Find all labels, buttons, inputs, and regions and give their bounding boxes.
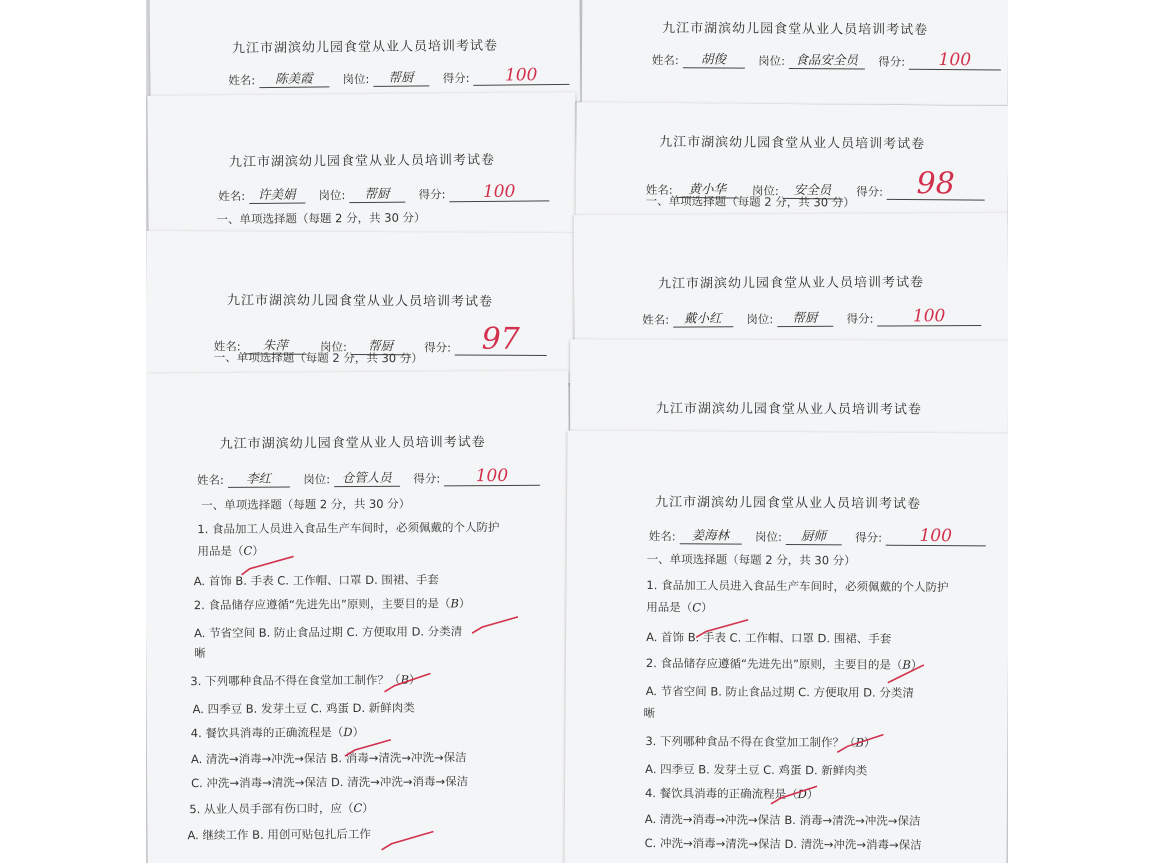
score-value: 97: [455, 324, 547, 355]
sheet-header-row: [218, 182, 549, 204]
check-mark-icon: [769, 784, 805, 798]
question-text: 2. 食品储存应遵循“先进先出”原则，主要目的是（: [193, 596, 451, 613]
exam-sheet-7: [146, 371, 572, 863]
score-value: 100: [886, 527, 986, 547]
name-value: 戴小红: [673, 308, 733, 327]
name-value: 许美娟: [249, 185, 305, 204]
check-mark-icon: [886, 663, 922, 677]
post-label: 岗位:: [746, 312, 774, 327]
question-text: 3. 下列哪种食品不得在食堂加工制作？（: [190, 672, 401, 689]
answer: C: [243, 543, 253, 558]
section-heading: 一、单项选择题（每题 2 分，共 30 分）: [646, 552, 856, 568]
score-value: 100: [449, 182, 549, 202]
options-1: A. 首饰 B. 手表 C. 工作帽、口罩 D. 围裙、手套: [646, 630, 892, 646]
sheet-title: 九江市湖滨幼儿园食堂从业人员培训考试卷: [231, 38, 499, 57]
check-mark-icon: [343, 738, 379, 752]
post-value: 食品安全员: [789, 50, 865, 70]
options-3: A. 四季豆 B. 发芽土豆 C. 鸡蛋 D. 新鲜肉类: [192, 700, 415, 717]
exam-papers-photo: [146, 0, 1008, 863]
name-label: 姓名:: [651, 53, 679, 68]
name-label: 姓名:: [213, 339, 241, 354]
section-heading: 一、单项选择题（每题 2 分，共 30 分）: [201, 496, 411, 513]
sheet-header-row: [642, 307, 981, 328]
section-heading: 一、单项选择题（每题 2 分，共 30 分）: [213, 350, 423, 366]
options-2: A. 节省空间 B. 防止食品过期 C. 方便取用 D. 分类清: [194, 624, 463, 641]
exam-sheet-9: [564, 430, 1008, 863]
sheet-title: 九江市湖滨幼儿园食堂从业人员培训考试卷: [655, 401, 922, 418]
answer: B: [450, 596, 459, 611]
score-value: 100: [877, 307, 981, 327]
question-text: 3. 下列哪种食品不得在食堂加工制作？（: [645, 734, 856, 750]
question-2: [194, 595, 471, 613]
name-value: 姜海林: [679, 525, 741, 544]
name-value: 李红: [227, 468, 289, 487]
exam-sheet-1: [149, 0, 580, 106]
options-4b: C. 冲洗→消毒→清洗→保洁 D. 清洗→冲洗→消毒→保洁: [644, 836, 922, 852]
score-label: 得分:: [442, 70, 470, 86]
question-text: 用品是（: [646, 600, 693, 615]
name-label: 姓名:: [648, 529, 676, 544]
answer-close: ）: [458, 596, 471, 611]
score-label: 得分:: [856, 184, 884, 199]
exam-sheet-4: [575, 102, 1008, 224]
options-4a: A. 清洗→消毒→冲洗→保洁 B. 消毒→清洗→冲洗→保洁: [644, 812, 921, 828]
answer: B: [855, 735, 865, 750]
check-mark-icon: [379, 830, 415, 844]
answer-close: ）: [362, 800, 374, 815]
name-label: 姓名:: [218, 189, 246, 204]
exam-sheet-6: [574, 213, 1008, 345]
sheet-header-row: [197, 467, 540, 488]
options-4b: C. 冲洗→消毒→清洗→保洁 D. 清洗→冲洗→消毒→保洁: [191, 774, 469, 791]
check-mark-icon: [240, 555, 276, 569]
exam-sheet-2: [582, 0, 1008, 105]
sheet-title: 九江市湖滨幼儿园食堂从业人员培训考试卷: [659, 134, 926, 153]
options-1: A. 首饰 B. 手表 C. 工作帽、口罩 D. 围裙、手套: [193, 572, 439, 589]
sheet-header-row: [652, 49, 1001, 70]
name-label: 姓名:: [196, 472, 224, 488]
name-value: 朱萍: [244, 335, 306, 354]
answer: C: [692, 600, 702, 615]
question-text: 用品是（: [197, 543, 244, 559]
name-value: 黄小华: [676, 179, 738, 199]
options-2-cont: 晰: [194, 646, 206, 661]
answer: D: [797, 787, 807, 802]
score-value: 100: [444, 467, 540, 487]
question-1: 1. 食品加工人员进入食品生产车间时，必须佩戴的个人防护: [197, 520, 500, 537]
answer-close: ）: [252, 543, 264, 558]
post-value: 帮厨: [350, 336, 410, 355]
score-value: 100: [909, 51, 1001, 71]
post-label: 岗位:: [758, 53, 786, 68]
answer-close: ）: [863, 735, 876, 750]
answer: B: [902, 657, 911, 672]
name-value: 陈美霞: [259, 68, 329, 88]
post-value: 仓管人员: [334, 468, 400, 487]
question-text: 4. 餐饮具消毒的正确流程是（: [190, 725, 344, 741]
sheet-title: 九江市湖滨幼儿园食堂从业人员培训考试卷: [226, 293, 494, 310]
post-label: 岗位:: [751, 183, 779, 198]
name-label: 姓名:: [228, 73, 256, 88]
check-mark-icon: [835, 732, 871, 746]
question-1-cont: [646, 599, 712, 615]
answer-close: ）: [352, 724, 365, 740]
answer: D: [343, 725, 353, 740]
answer-close: ）: [910, 657, 923, 672]
score-value: 100: [473, 66, 569, 86]
score-label: 得分:: [418, 187, 446, 202]
answer: C: [353, 800, 363, 816]
question-5: [189, 800, 374, 817]
post-label: 岗位:: [319, 339, 347, 354]
question-text: 2. 食品储存应遵循“先进先出”原则，主要目的是（: [645, 656, 903, 672]
score-value: 98: [887, 169, 985, 201]
options-2-cont: 晰: [643, 706, 656, 721]
score-label: 得分:: [855, 530, 883, 545]
answer: B: [400, 672, 410, 687]
score-label: 得分:: [424, 340, 452, 355]
post-label: 岗位:: [754, 529, 782, 544]
options-4a: A. 清洗→消毒→冲洗→保洁 B. 消毒→清洗→冲洗→保洁: [190, 750, 467, 767]
options-5: A. 继续工作 B. 用创可贴包扎后工作: [187, 826, 371, 843]
question-4: [191, 724, 364, 741]
post-label: 岗位:: [318, 188, 346, 203]
post-value: 厨师: [785, 526, 841, 545]
question-text: 4. 餐饮具消毒的正确流程是（: [644, 786, 798, 802]
exam-sheet-5: [146, 231, 574, 383]
section-heading: 一、单项选择题（每题 2 分，共 30 分）: [645, 193, 855, 210]
question-text: 5. 从业人员手部有伤口时，应（: [189, 801, 354, 817]
check-mark-icon: [470, 615, 506, 629]
check-mark-icon: [382, 672, 418, 686]
sheet-title: 九江市湖滨幼儿园食堂从业人员培训考试卷: [662, 21, 929, 38]
check-mark-icon: [694, 617, 730, 631]
answer-close: ）: [701, 600, 713, 615]
sheet-header-row: [649, 525, 986, 546]
post-value: 帮厨: [373, 67, 429, 87]
sheet-title: 九江市湖滨幼儿园食堂从业人员培训考试卷: [654, 495, 922, 512]
section-heading: 一、单项选择题（每题 2 分，共 30 分）: [216, 210, 426, 227]
sheet-title: 九江市湖滨幼儿园食堂从业人员培训考试卷: [228, 152, 496, 171]
name-value: 胡俊: [682, 49, 744, 68]
post-value: 帮厨: [777, 308, 833, 327]
answer-close: ）: [408, 672, 421, 687]
name-label: 姓名:: [645, 182, 673, 197]
sheet-title: 九江市湖滨幼儿园食堂从业人员培训考试卷: [219, 435, 486, 452]
question-1: 1. 食品加工人员进入食品生产车间时，必须佩戴的个人防护: [646, 578, 949, 595]
answer-close: ）: [806, 787, 819, 802]
score-label: 得分:: [413, 471, 441, 486]
options-3: A. 四季豆 B. 发芽土豆 C. 鸡蛋 D. 新鲜肉类: [645, 762, 868, 778]
sheet-title: 九江市湖滨幼儿园食堂从业人员培训考试卷: [657, 275, 925, 292]
question-2: [646, 655, 923, 673]
exam-sheet-3: [147, 92, 576, 242]
name-label: 姓名:: [642, 312, 670, 327]
sheet-header-row: [228, 66, 569, 89]
options-2: A. 节省空间 B. 防止食品过期 C. 方便取用 D. 分类清: [645, 684, 914, 700]
score-label: 得分:: [878, 54, 906, 69]
post-value: 帮厨: [349, 184, 405, 203]
post-value: 安全员: [782, 180, 842, 200]
score-label: 得分:: [846, 311, 874, 326]
post-label: 岗位:: [303, 472, 331, 487]
post-label: 岗位:: [342, 71, 370, 87]
